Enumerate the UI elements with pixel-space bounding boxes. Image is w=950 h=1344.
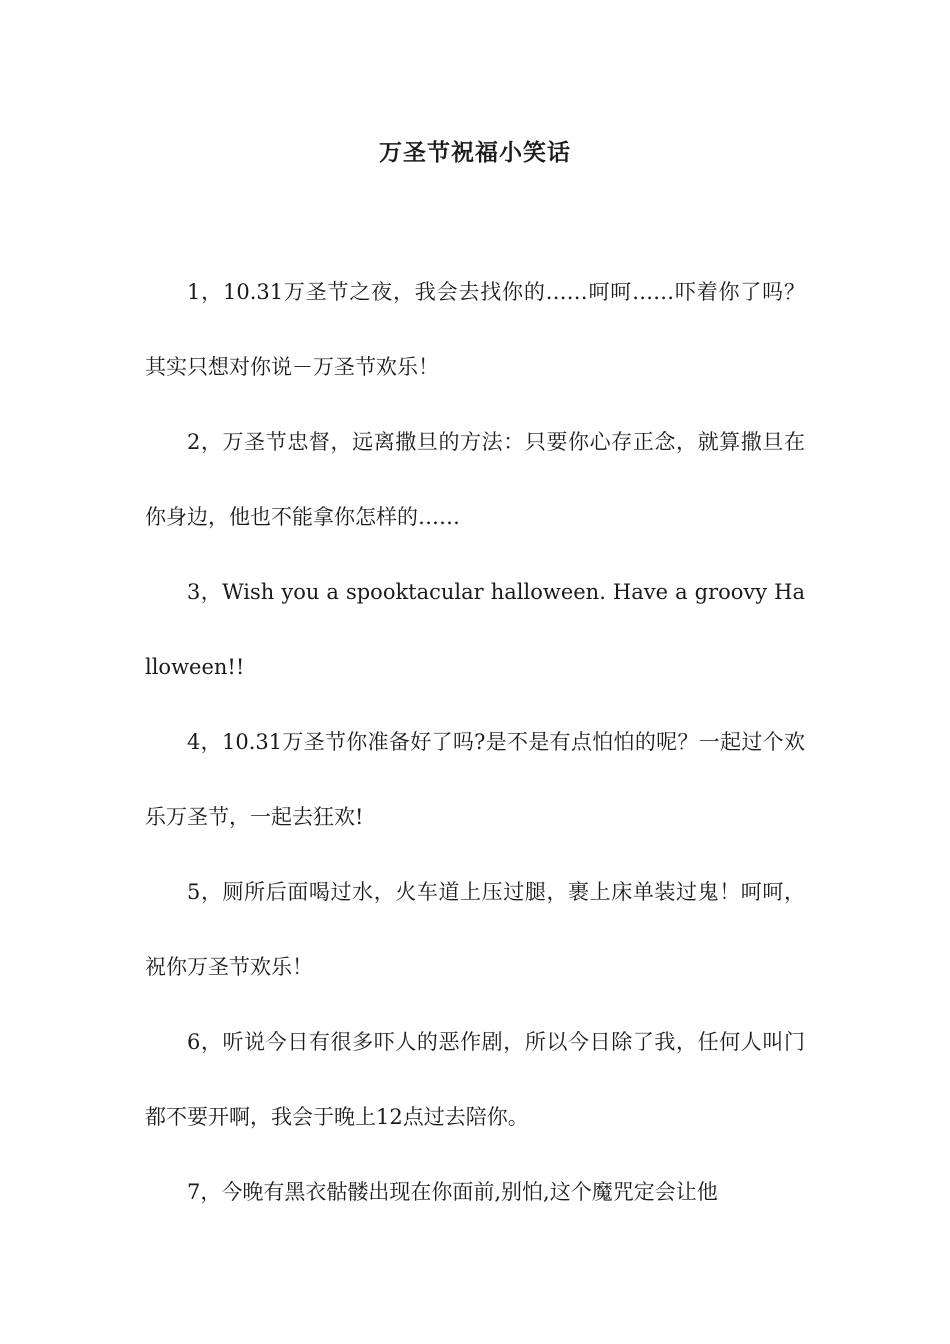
paragraph-7: 7，今晚有黑衣骷髅出现在你面前,别怕,这个魔咒定会让他 <box>187 1180 718 1204</box>
paragraph-4: 4，10.31万圣节你准备好了吗?是不是有点怕怕的呢？一起过个欢乐万圣节，一起去狂欢! <box>145 730 805 829</box>
document-body <box>145 255 805 1230</box>
document-title: 万圣节祝福小笑话 <box>379 139 571 166</box>
paragraph-6: 6，听说今日有很多吓人的恶作剧，所以今日除了我，任何人叫门都不要开啊，我会于晚上12点过去陪你。 <box>145 1030 805 1129</box>
paragraph-5: 5，厕所后面喝过水，火车道上压过腿，裹上床单装过鬼！呵呵，祝你万圣节欢乐！ <box>145 880 805 979</box>
paragraph-1: 1，10.31万圣节之夜，我会去找你的……呵呵……吓着你了吗？其实只想对你说－万圣节欢乐！ <box>145 280 805 379</box>
paragraph-3: 3，Wish you a spooktacular halloween. Have a groovy Halloween!! <box>145 580 805 679</box>
paragraph-2: 2，万圣节忠督，远离撒旦的方法：只要你心存正念，就算撒旦在你身边，他也不能拿你怎样的…… <box>145 430 805 529</box>
